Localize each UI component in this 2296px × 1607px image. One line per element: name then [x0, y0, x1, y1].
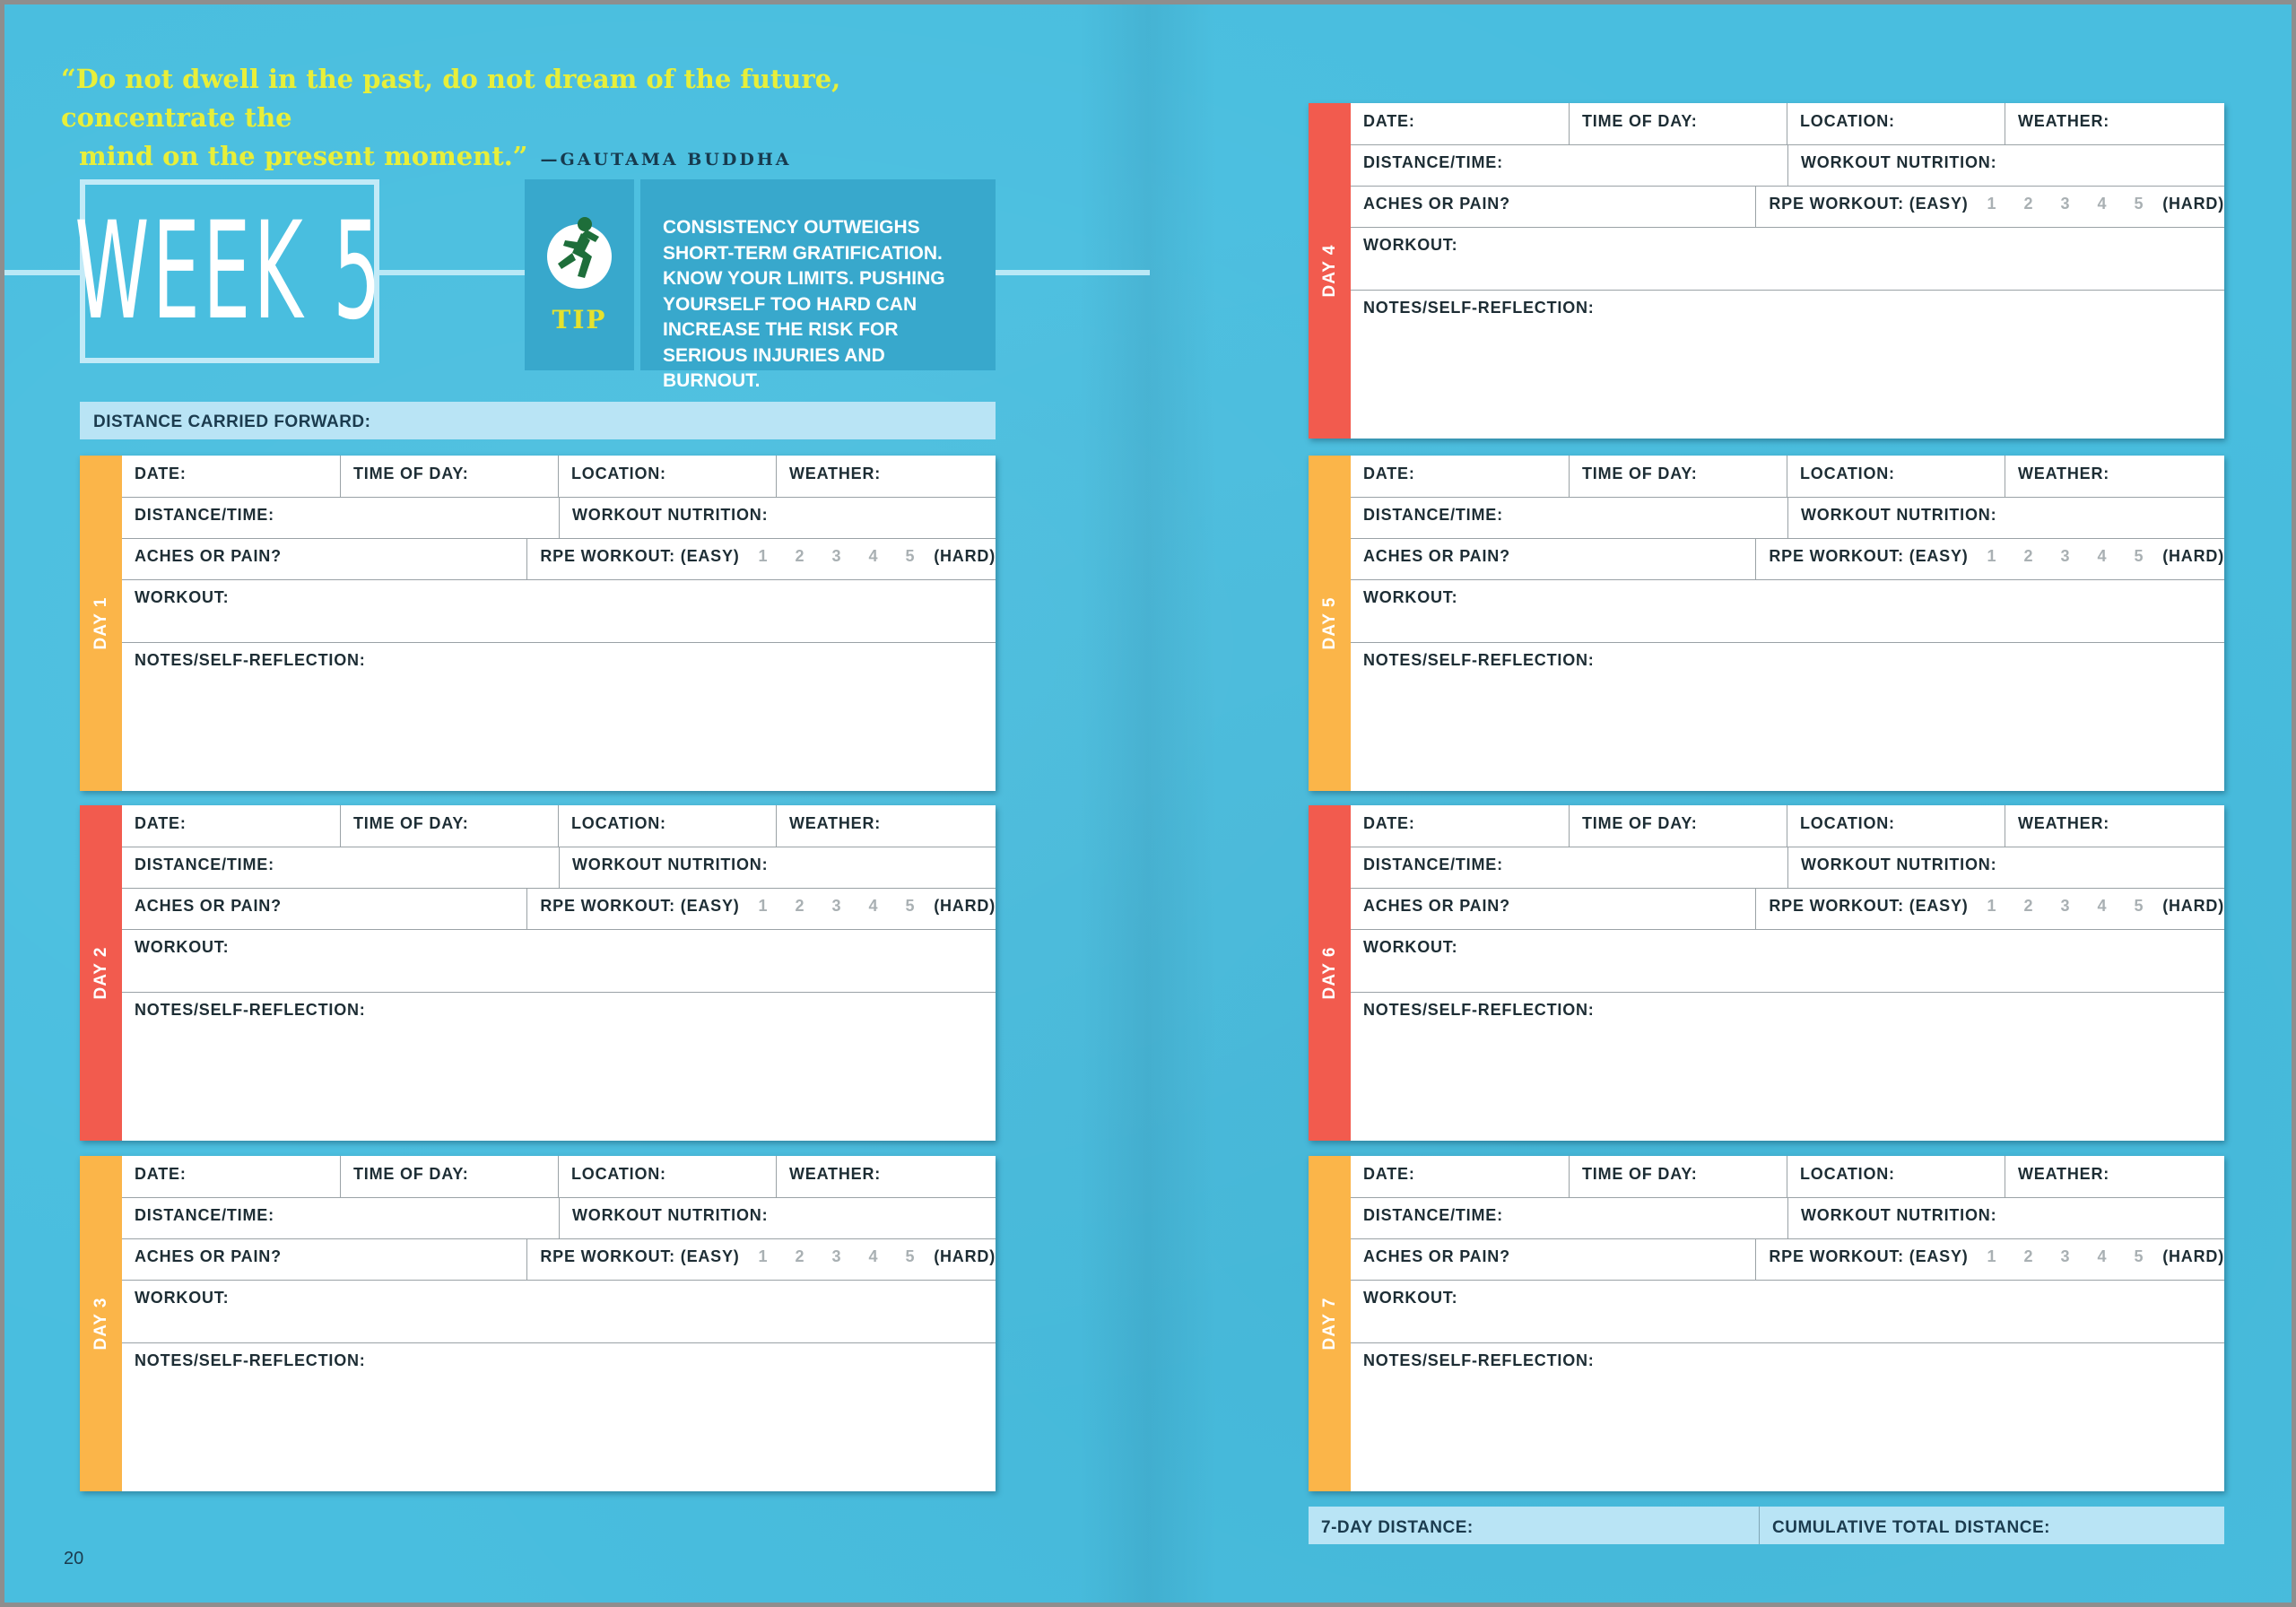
tip-icon-box: [525, 179, 634, 370]
workout-field[interactable]: WORKOUT:: [1363, 1289, 1458, 1307]
rpe-label: RPE WORKOUT: (EASY): [540, 897, 740, 915]
day-entry: [80, 1156, 996, 1491]
day-label: DAY 2: [91, 946, 110, 1000]
rpe-label: RPE WORKOUT: (EASY): [1769, 195, 1969, 213]
workout-nutrition-field[interactable]: WORKOUT NUTRITION:: [1787, 497, 2224, 538]
rpe-4[interactable]: 4: [868, 897, 879, 915]
rpe-3[interactable]: 3: [2060, 897, 2071, 915]
tip-text: CONSISTENCY OUTWEIGHS SHORT-TERM GRATIFICATION. KNOW YOUR LIMITS. PUSHING YOURSELF TOO HARD CAN INCREASE THE RISK FOR SERIOUS INJURIES AND BURNOUT.: [640, 179, 996, 370]
location-field[interactable]: LOCATION:: [558, 1156, 776, 1197]
day-form: [1351, 805, 2224, 1141]
divider-left: [4, 270, 80, 275]
rpe-2[interactable]: 2: [2023, 897, 2034, 915]
location-field[interactable]: LOCATION:: [558, 805, 776, 847]
distance-time-field[interactable]: DISTANCE/TIME:: [1363, 153, 1503, 171]
time-of-day-field[interactable]: TIME OF DAY:: [340, 456, 558, 497]
day-form: [122, 1156, 996, 1491]
workout-field[interactable]: WORKOUT:: [1363, 938, 1458, 956]
location-field[interactable]: LOCATION:: [558, 456, 776, 497]
notes-field[interactable]: NOTES/SELF-REFLECTION:: [1363, 1351, 1595, 1369]
location-field[interactable]: LOCATION:: [1787, 103, 2005, 144]
book-spread: [4, 4, 2292, 1603]
day-form: [1351, 103, 2224, 439]
rpe-field[interactable]: [526, 538, 996, 579]
distance-time-field[interactable]: DISTANCE/TIME:: [135, 1206, 274, 1224]
rpe-label: RPE WORKOUT: (EASY): [540, 1247, 740, 1265]
quote-line-2: mind on the present moment.”: [79, 141, 528, 171]
rpe-2[interactable]: 2: [2023, 195, 2034, 213]
notes-field[interactable]: NOTES/SELF-REFLECTION:: [135, 651, 366, 669]
workout-nutrition-field[interactable]: WORKOUT NUTRITION:: [1787, 847, 2224, 888]
date-field[interactable]: DATE:: [135, 465, 187, 482]
seven-day-distance[interactable]: 7-DAY DISTANCE:: [1321, 1518, 1474, 1537]
weather-field[interactable]: WEATHER:: [776, 456, 996, 497]
rpe-5[interactable]: 5: [2134, 1247, 2144, 1265]
aches-field[interactable]: ACHES OR PAIN?: [135, 897, 282, 915]
day-label: DAY 4: [1319, 244, 1339, 298]
rpe-5[interactable]: 5: [905, 1247, 916, 1265]
notes-field[interactable]: NOTES/SELF-REFLECTION:: [135, 1351, 366, 1369]
rpe-5[interactable]: 5: [2134, 195, 2144, 213]
location-field[interactable]: LOCATION:: [1787, 1156, 2005, 1197]
rpe-field[interactable]: [1755, 186, 2224, 227]
rpe-3[interactable]: 3: [831, 897, 842, 915]
day-entry: [80, 456, 996, 791]
day-form: [1351, 1156, 2224, 1491]
day-label: DAY 1: [91, 596, 110, 650]
week-title-box: [74, 179, 385, 363]
rpe-1[interactable]: 1: [1987, 195, 1997, 213]
workout-field[interactable]: WORKOUT:: [135, 588, 230, 606]
location-field[interactable]: LOCATION:: [1787, 805, 2005, 847]
week-title: WEEK 5: [74, 193, 385, 350]
rpe-hard: (HARD): [934, 897, 996, 915]
day-label: DAY 7: [1319, 1297, 1339, 1351]
day-entry: [1309, 1156, 2224, 1491]
distance-time-field[interactable]: DISTANCE/TIME:: [135, 856, 274, 873]
rpe-3[interactable]: 3: [2060, 195, 2071, 213]
workout-field[interactable]: WORKOUT:: [135, 938, 230, 956]
distance-time-field[interactable]: DISTANCE/TIME:: [1363, 506, 1503, 524]
weather-field[interactable]: WEATHER:: [2005, 103, 2224, 144]
rpe-5[interactable]: 5: [905, 547, 916, 565]
rpe-1[interactable]: 1: [1987, 897, 1997, 915]
aches-field[interactable]: ACHES OR PAIN?: [1363, 897, 1510, 915]
weather-field[interactable]: WEATHER:: [2005, 1156, 2224, 1197]
rpe-field[interactable]: [526, 1238, 996, 1280]
rpe-1[interactable]: 1: [758, 1247, 769, 1265]
time-of-day-field[interactable]: TIME OF DAY:: [1569, 805, 1787, 847]
rpe-5[interactable]: 5: [905, 897, 916, 915]
weather-field[interactable]: WEATHER:: [2005, 456, 2224, 497]
day-form: [122, 456, 996, 791]
rpe-3[interactable]: 3: [2060, 547, 2071, 565]
date-field[interactable]: DATE:: [135, 814, 187, 832]
aches-field[interactable]: ACHES OR PAIN?: [1363, 195, 1510, 213]
workout-field[interactable]: WORKOUT:: [1363, 588, 1458, 606]
runner-icon: [545, 215, 613, 298]
weather-field[interactable]: WEATHER:: [776, 1156, 996, 1197]
date-field[interactable]: DATE:: [1363, 465, 1415, 482]
distance-time-field[interactable]: DISTANCE/TIME:: [135, 506, 274, 524]
rpe-hard: (HARD): [934, 547, 996, 565]
distance-time-field[interactable]: DISTANCE/TIME:: [1363, 1206, 1503, 1224]
time-of-day-field[interactable]: TIME OF DAY:: [1569, 456, 1787, 497]
workout-nutrition-field[interactable]: WORKOUT NUTRITION:: [1787, 1197, 2224, 1238]
rpe-1[interactable]: 1: [758, 897, 769, 915]
day-tab: [80, 456, 122, 791]
aches-field[interactable]: ACHES OR PAIN?: [1363, 1247, 1510, 1265]
rpe-4[interactable]: 4: [2097, 1247, 2108, 1265]
aches-field[interactable]: ACHES OR PAIN?: [135, 1247, 282, 1265]
rpe-4[interactable]: 4: [868, 547, 879, 565]
rpe-1[interactable]: 1: [1987, 547, 1997, 565]
date-field[interactable]: DATE:: [1363, 814, 1415, 832]
date-field[interactable]: DATE:: [135, 1165, 187, 1183]
distance-carried-forward: DISTANCE CARRIED FORWARD:: [80, 402, 996, 439]
rpe-3[interactable]: 3: [2060, 1247, 2071, 1265]
cumulative-total-distance[interactable]: CUMULATIVE TOTAL DISTANCE:: [1759, 1507, 2224, 1544]
rpe-hard: (HARD): [934, 1247, 996, 1265]
notes-field[interactable]: NOTES/SELF-REFLECTION:: [1363, 299, 1595, 317]
time-of-day-field[interactable]: TIME OF DAY:: [340, 1156, 558, 1197]
quote-attribution: —GAUTAMA BUDDHA: [540, 150, 792, 169]
rpe-3[interactable]: 3: [831, 1247, 842, 1265]
rpe-5[interactable]: 5: [2134, 897, 2144, 915]
aches-field[interactable]: ACHES OR PAIN?: [135, 547, 282, 565]
quote: [61, 60, 994, 179]
notes-field[interactable]: NOTES/SELF-REFLECTION:: [1363, 651, 1595, 669]
rpe-1[interactable]: 1: [1987, 1247, 1997, 1265]
totals-bar: [1309, 1507, 2224, 1544]
rpe-2[interactable]: 2: [795, 1247, 805, 1265]
workout-nutrition-field[interactable]: WORKOUT NUTRITION:: [559, 847, 996, 888]
rpe-hard: (HARD): [2162, 547, 2224, 565]
rpe-label: RPE WORKOUT: (EASY): [1769, 897, 1969, 915]
divider-right: [996, 270, 1150, 275]
rpe-3[interactable]: 3: [831, 547, 842, 565]
day-tab: [1309, 805, 1351, 1141]
date-field[interactable]: DATE:: [1363, 1165, 1415, 1183]
rpe-label: RPE WORKOUT: (EASY): [1769, 1247, 1969, 1265]
day-entry: [1309, 805, 2224, 1141]
rpe-2[interactable]: 2: [795, 547, 805, 565]
rpe-2[interactable]: 2: [2023, 1247, 2034, 1265]
day-label: DAY 3: [91, 1297, 110, 1351]
rpe-4[interactable]: 4: [2097, 547, 2108, 565]
day-tab: [1309, 103, 1351, 439]
date-field[interactable]: DATE:: [1363, 112, 1415, 130]
rpe-4[interactable]: 4: [868, 1247, 879, 1265]
workout-nutrition-field[interactable]: WORKOUT NUTRITION:: [559, 1197, 996, 1238]
rpe-5[interactable]: 5: [2134, 547, 2144, 565]
workout-nutrition-field[interactable]: WORKOUT NUTRITION:: [559, 497, 996, 538]
rpe-field[interactable]: [526, 888, 996, 929]
quote-line-1: “Do not dwell in the past, do not dream of the future, concentrate the: [61, 64, 841, 133]
rpe-field[interactable]: [1755, 1238, 2224, 1280]
aches-field[interactable]: ACHES OR PAIN?: [1363, 547, 1510, 565]
day-entry: [1309, 103, 2224, 439]
rpe-hard: (HARD): [2162, 195, 2224, 213]
rpe-label: RPE WORKOUT: (EASY): [1769, 547, 1969, 565]
day-form: [122, 805, 996, 1141]
divider-middle: [379, 270, 525, 275]
workout-field[interactable]: WORKOUT:: [1363, 236, 1458, 254]
rpe-1[interactable]: 1: [758, 547, 769, 565]
day-form: [1351, 456, 2224, 791]
day-label: DAY 5: [1319, 596, 1339, 650]
page-number: 20: [64, 1549, 84, 1568]
day-entry: [80, 805, 996, 1141]
notes-field[interactable]: NOTES/SELF-REFLECTION:: [1363, 1001, 1595, 1019]
time-of-day-field[interactable]: TIME OF DAY:: [340, 805, 558, 847]
rpe-4[interactable]: 4: [2097, 897, 2108, 915]
day-tab: [1309, 456, 1351, 791]
distance-time-field[interactable]: DISTANCE/TIME:: [1363, 856, 1503, 873]
day-tab: [1309, 1156, 1351, 1491]
rpe-field[interactable]: [1755, 888, 2224, 929]
weather-field[interactable]: WEATHER:: [776, 805, 996, 847]
rpe-field[interactable]: [1755, 538, 2224, 579]
day-tab: [80, 805, 122, 1141]
workout-nutrition-field[interactable]: WORKOUT NUTRITION:: [1787, 144, 2224, 186]
rpe-4[interactable]: 4: [2097, 195, 2108, 213]
day-entry: [1309, 456, 2224, 791]
day-label: DAY 6: [1319, 946, 1339, 1000]
weather-field[interactable]: WEATHER:: [2005, 805, 2224, 847]
workout-field[interactable]: WORKOUT:: [135, 1289, 230, 1307]
time-of-day-field[interactable]: TIME OF DAY:: [1569, 1156, 1787, 1197]
day-tab: [80, 1156, 122, 1491]
time-of-day-field[interactable]: TIME OF DAY:: [1569, 103, 1787, 144]
rpe-hard: (HARD): [2162, 1247, 2224, 1265]
rpe-label: RPE WORKOUT: (EASY): [540, 547, 740, 565]
tip-label: TIP: [552, 305, 607, 334]
location-field[interactable]: LOCATION:: [1787, 456, 2005, 497]
rpe-2[interactable]: 2: [2023, 547, 2034, 565]
rpe-2[interactable]: 2: [795, 897, 805, 915]
rpe-hard: (HARD): [2162, 897, 2224, 915]
notes-field[interactable]: NOTES/SELF-REFLECTION:: [135, 1001, 366, 1019]
